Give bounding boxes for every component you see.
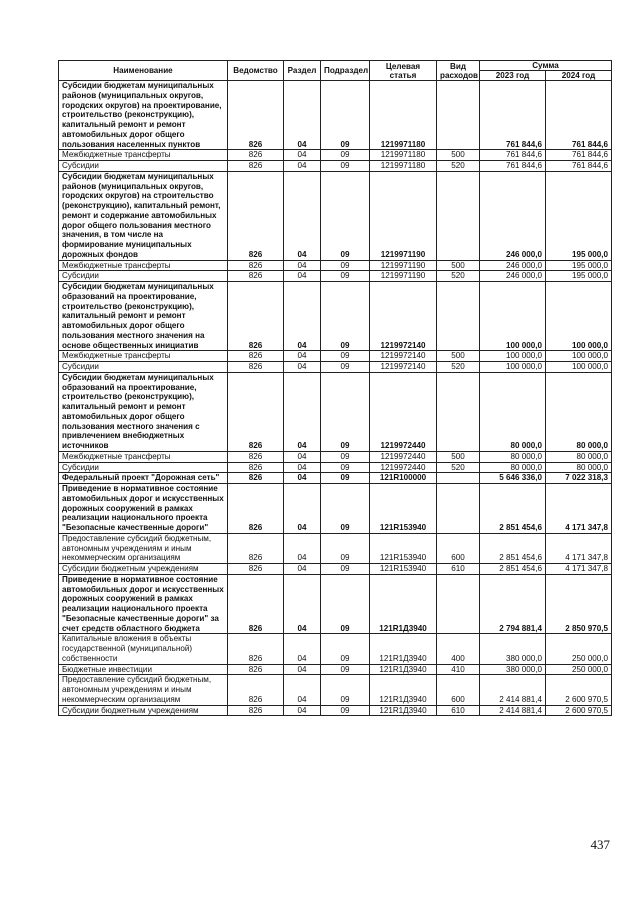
cell-dept: 826 [228,473,284,484]
cell-subsection: 09 [321,362,370,373]
cell-section: 04 [284,271,321,282]
cell-2024: 80 000,0 [546,372,612,451]
cell-dept: 826 [228,171,284,260]
cell-name: Субсидии [59,462,228,473]
table-row [59,150,612,161]
cell-subsection: 09 [321,282,370,351]
cell-2024: 7 022 318,3 [546,473,612,484]
cell-name: Субсидии [59,271,228,282]
cell-section: 04 [284,705,321,716]
cell-target: 1219972140 [370,282,437,351]
cell-target: 121R153940 [370,564,437,575]
cell-2024: 80 000,0 [546,462,612,473]
cell-2024: 761 844,6 [546,81,612,150]
cell-name: Субсидии бюджетным учреждениям [59,705,228,716]
cell-2023: 80 000,0 [480,372,546,451]
cell-target: 121R1Д3940 [370,705,437,716]
table-body [59,81,612,716]
cell-name: Предоставление субсидий бюджетным, автономным учреждениям и иным некоммерческим организациям [59,675,228,705]
cell-exp-type [437,484,480,534]
cell-section: 04 [284,664,321,675]
cell-name: Субсидии бюджетам муниципальных образований на проектирование, строительство (реконструкцию), капитальный ремонт и ремонт автомобильных дорог общего пользования местного значения на основе общественных инициатив [59,282,228,351]
cell-target: 1219972440 [370,462,437,473]
cell-subsection: 09 [321,451,370,462]
cell-section: 04 [284,533,321,563]
cell-2024: 195 000,0 [546,260,612,271]
cell-exp-type [437,473,480,484]
cell-2023: 2 414 881,4 [480,675,546,705]
table-row [59,271,612,282]
cell-dept: 826 [228,462,284,473]
cell-subsection: 09 [321,351,370,362]
header-exp-type: Вид расходов [437,61,480,81]
cell-subsection: 09 [321,171,370,260]
header-year-2024: 2024 год [546,71,612,81]
cell-dept: 826 [228,705,284,716]
cell-subsection: 09 [321,574,370,634]
cell-section: 04 [284,150,321,161]
table-row [59,351,612,362]
cell-dept: 826 [228,574,284,634]
cell-exp-type: 520 [437,271,480,282]
cell-exp-type: 500 [437,351,480,362]
cell-target: 1219971180 [370,161,437,172]
cell-2024: 195 000,0 [546,171,612,260]
cell-section: 04 [284,574,321,634]
cell-target: 1219971190 [370,171,437,260]
table-row [59,484,612,534]
cell-dept: 826 [228,362,284,373]
cell-dept: 826 [228,664,284,675]
table-row [59,362,612,373]
budget-table-container [58,60,611,716]
cell-section: 04 [284,282,321,351]
cell-name: Субсидии [59,161,228,172]
cell-target: 121R153940 [370,484,437,534]
cell-exp-type: 410 [437,664,480,675]
cell-name: Межбюджетные трансферты [59,451,228,462]
cell-section: 04 [284,351,321,362]
cell-dept: 826 [228,675,284,705]
cell-target: 1219972140 [370,351,437,362]
cell-2024: 2 850 970,5 [546,574,612,634]
cell-name: Федеральный проект "Дорожная сеть" [59,473,228,484]
cell-subsection: 09 [321,484,370,534]
cell-section: 04 [284,484,321,534]
cell-exp-type: 610 [437,564,480,575]
table-row [59,664,612,675]
cell-target: 121R1Д3940 [370,574,437,634]
cell-2024: 250 000,0 [546,664,612,675]
cell-section: 04 [284,675,321,705]
cell-subsection: 09 [321,664,370,675]
table-header [59,61,612,81]
cell-exp-type: 500 [437,260,480,271]
cell-2023: 100 000,0 [480,351,546,362]
header-sum: Сумма [480,61,612,71]
cell-subsection: 09 [321,705,370,716]
cell-2023: 2 851 454,6 [480,533,546,563]
cell-name: Межбюджетные трансферты [59,351,228,362]
cell-dept: 826 [228,271,284,282]
cell-2024: 100 000,0 [546,351,612,362]
cell-dept: 826 [228,260,284,271]
cell-target: 1219971190 [370,271,437,282]
cell-2023: 100 000,0 [480,282,546,351]
header-dept: Ведомство [228,61,284,81]
cell-2024: 4 171 347,8 [546,484,612,534]
cell-name: Субсидии бюджетным учреждениям [59,564,228,575]
header-year-2023: 2023 год [480,71,546,81]
cell-exp-type: 400 [437,634,480,664]
cell-name: Приведение в нормативное состояние автомобильных дорог и искусственных дорожных сооружений в рамках реализации национального проекта "Безопасные качественные дороги" [59,484,228,534]
cell-target: 121R1Д3940 [370,634,437,664]
cell-subsection: 09 [321,462,370,473]
cell-dept: 826 [228,484,284,534]
cell-dept: 826 [228,351,284,362]
cell-target: 1219972440 [370,451,437,462]
cell-target: 1219971180 [370,150,437,161]
cell-exp-type [437,372,480,451]
table-row [59,260,612,271]
cell-2024: 2 600 970,5 [546,675,612,705]
cell-target: 121R1Д3940 [370,664,437,675]
cell-target: 1219972440 [370,372,437,451]
cell-section: 04 [284,451,321,462]
cell-target: 121R100000 [370,473,437,484]
cell-name: Субсидии бюджетам муниципальных образований на проектирование, строительство (реконструкцию), капитальный ремонт и ремонт автомобильных дорог общего пользования местного значения с привлечением внебюджетных источников [59,372,228,451]
cell-name: Бюджетные инвестиции [59,664,228,675]
table-row [59,705,612,716]
table-row [59,81,612,150]
table-row [59,462,612,473]
cell-subsection: 09 [321,260,370,271]
cell-2023: 2 794 881,4 [480,574,546,634]
cell-target: 121R153940 [370,533,437,563]
cell-2024: 80 000,0 [546,451,612,462]
cell-exp-type: 500 [437,150,480,161]
cell-name: Субсидии бюджетам муниципальных районов (муниципальных округов, городских округов) на проектирование, строительство (реконструкцию), капитальный ремонт и ремонт автомобильных дорог общего пользования населенных пунктов [59,81,228,150]
cell-2023: 380 000,0 [480,664,546,675]
cell-2023: 5 646 336,0 [480,473,546,484]
cell-section: 04 [284,362,321,373]
cell-dept: 826 [228,564,284,575]
cell-2024: 761 844,6 [546,161,612,172]
cell-subsection: 09 [321,81,370,150]
cell-2023: 246 000,0 [480,271,546,282]
cell-2023: 100 000,0 [480,362,546,373]
cell-subsection: 09 [321,634,370,664]
cell-exp-type: 600 [437,675,480,705]
cell-2023: 80 000,0 [480,462,546,473]
cell-exp-type [437,282,480,351]
page-number: 437 [590,837,610,852]
cell-2023: 2 851 454,6 [480,564,546,575]
cell-section: 04 [284,260,321,271]
cell-target: 121R1Д3940 [370,675,437,705]
table-row [59,634,612,664]
cell-2023: 80 000,0 [480,451,546,462]
cell-name: Приведение в нормативное состояние автомобильных дорог и искусственных дорожных сооружений в рамках реализации национального проекта "Безопасные качественные дороги" за счет средств областного бюджета [59,574,228,634]
header-subsection: Подраздел [321,61,370,81]
cell-dept: 826 [228,150,284,161]
table-row [59,564,612,575]
cell-dept: 826 [228,533,284,563]
cell-2023: 246 000,0 [480,171,546,260]
cell-2023: 761 844,6 [480,150,546,161]
table-row [59,282,612,351]
table-row [59,161,612,172]
header-name: Наименование [59,61,228,81]
header-section: Раздел [284,61,321,81]
cell-name: Межбюджетные трансферты [59,150,228,161]
cell-dept: 826 [228,161,284,172]
cell-2023: 2 851 454,6 [480,484,546,534]
cell-exp-type [437,171,480,260]
cell-2023: 2 414 881,4 [480,705,546,716]
cell-exp-type: 520 [437,462,480,473]
cell-subsection: 09 [321,161,370,172]
cell-dept: 826 [228,372,284,451]
cell-target: 1219972140 [370,362,437,373]
cell-section: 04 [284,473,321,484]
table-row [59,473,612,484]
cell-2024: 2 600 970,5 [546,705,612,716]
cell-2024: 195 000,0 [546,271,612,282]
cell-dept: 826 [228,634,284,664]
cell-name: Капитальные вложения в объекты государственной (муниципальной) собственности [59,634,228,664]
cell-exp-type: 500 [437,451,480,462]
cell-target: 1219971180 [370,81,437,150]
cell-exp-type: 520 [437,362,480,373]
cell-name: Субсидии бюджетам муниципальных районов (муниципальных округов, городских округов) на строительство (реконструкцию), капитальный ремонт, ремонт и содержание автомобильных дорог общего пользования местного значения, в том числе на формирование муниципальных дорожных фондов [59,171,228,260]
cell-2024: 250 000,0 [546,634,612,664]
cell-section: 04 [284,372,321,451]
budget-table [58,60,612,716]
cell-dept: 826 [228,282,284,351]
cell-subsection: 09 [321,473,370,484]
cell-2023: 761 844,6 [480,81,546,150]
cell-2024: 4 171 347,8 [546,533,612,563]
cell-name: Межбюджетные трансферты [59,260,228,271]
cell-target: 1219971190 [370,260,437,271]
cell-section: 04 [284,81,321,150]
table-row [59,574,612,634]
table-row [59,533,612,563]
cell-exp-type: 610 [437,705,480,716]
cell-exp-type: 600 [437,533,480,563]
cell-section: 04 [284,462,321,473]
cell-exp-type [437,574,480,634]
cell-subsection: 09 [321,533,370,563]
cell-2024: 4 171 347,8 [546,564,612,575]
cell-section: 04 [284,564,321,575]
cell-name: Субсидии [59,362,228,373]
cell-subsection: 09 [321,564,370,575]
cell-2023: 761 844,6 [480,161,546,172]
cell-section: 04 [284,171,321,260]
cell-subsection: 09 [321,675,370,705]
cell-2024: 761 844,6 [546,150,612,161]
cell-section: 04 [284,634,321,664]
table-row [59,451,612,462]
cell-subsection: 09 [321,271,370,282]
cell-2023: 246 000,0 [480,260,546,271]
cell-name: Предоставление субсидий бюджетным, автономным учреждениям и иным некоммерческим организациям [59,533,228,563]
table-row [59,171,612,260]
cell-subsection: 09 [321,372,370,451]
cell-section: 04 [284,161,321,172]
cell-dept: 826 [228,81,284,150]
cell-dept: 826 [228,451,284,462]
cell-exp-type: 520 [437,161,480,172]
cell-exp-type [437,81,480,150]
header-target: Целевая статья [370,61,437,81]
cell-subsection: 09 [321,150,370,161]
cell-2024: 100 000,0 [546,282,612,351]
table-row [59,372,612,451]
cell-2024: 100 000,0 [546,362,612,373]
cell-2023: 380 000,0 [480,634,546,664]
table-row [59,675,612,705]
